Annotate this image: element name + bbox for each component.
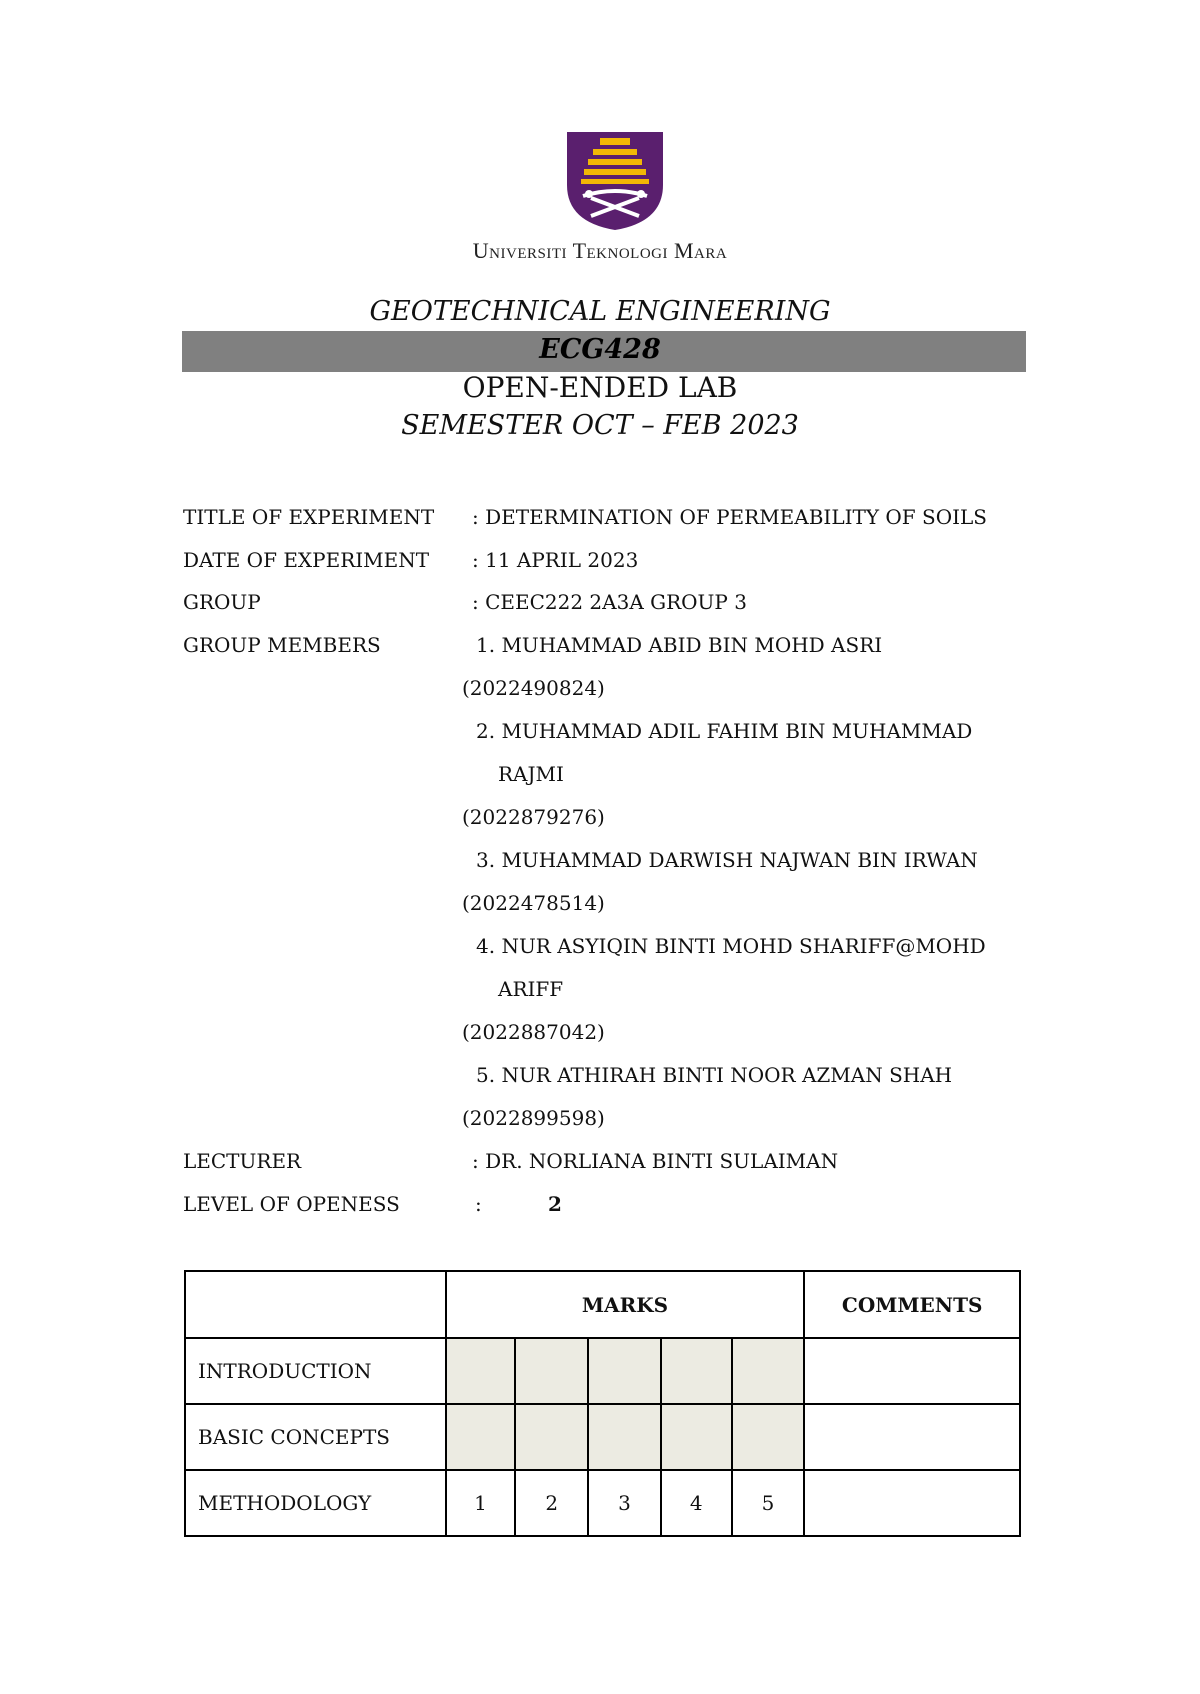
member-id: (2022887042) [462,1020,605,1044]
comment-cell [804,1338,1020,1404]
mark-cell: 1 [446,1470,516,1536]
marks-table [184,1270,1021,1537]
marks-header: MARKS [446,1271,805,1338]
mark-cell [588,1338,661,1404]
mark-cell [515,1338,588,1404]
course-code: ECG428 [539,334,661,365]
mark-cell [446,1338,516,1404]
mark-cell [515,1404,588,1470]
table-row [185,1470,1020,1536]
member-id: (2022899598) [462,1106,605,1130]
empty-header-cell [185,1271,446,1338]
row-label: METHODOLOGY [185,1470,446,1536]
table-row [185,1404,1020,1470]
member-name: 5. NUR ATHIRAH BINTI NOOR AZMAN SHAH [476,1063,953,1087]
date-label: DATE OF EXPERIMENT [183,548,430,572]
member-name: 2. MUHAMMAD ADIL FAHIM BIN MUHAMMAD [476,719,973,743]
title-value: : DETERMINATION OF PERMEABILITY OF SOILS [472,505,988,529]
date-value: : 11 APRIL 2023 [472,548,639,572]
mark-cell [661,1404,732,1470]
mark-cell [661,1338,732,1404]
member-id: (2022490824) [462,676,605,700]
member-id: (2022478514) [462,891,605,915]
comment-cell [804,1404,1020,1470]
university-name: Universiti Teknologi Mara [472,238,728,263]
mark-cell [732,1338,805,1404]
comments-header: COMMENTS [804,1271,1020,1338]
row-label: INTRODUCTION [185,1338,446,1404]
mark-cell: 3 [588,1470,661,1536]
mark-cell: 5 [732,1470,805,1536]
members-label: GROUP MEMBERS [183,633,381,657]
mark-cell: 4 [661,1470,732,1536]
mark-cell [732,1404,805,1470]
member-name: 4. NUR ASYIQIN BINTI MOHD SHARIFF@MOHD [476,934,986,958]
openness-value: 2 [548,1192,562,1216]
mark-cell: 2 [515,1470,588,1536]
openness-label: LEVEL OF OPENESS [183,1192,400,1216]
member-name: 1. MUHAMMAD ABID BIN MOHD ASRI [476,633,883,657]
comment-cell [804,1470,1020,1536]
title-label: TITLE OF EXPERIMENT [183,505,435,529]
lecturer-value: : DR. NORLIANA BINTI SULAIMAN [472,1149,839,1173]
openness-colon: : [475,1192,482,1216]
table-row [185,1338,1020,1404]
course-title: GEOTECHNICAL ENGINEERING [369,296,831,327]
group-label: GROUP [183,590,261,614]
lab-type: OPEN-ENDED LAB [462,371,738,404]
uitm-logo [565,130,665,232]
mark-cell [446,1404,516,1470]
member-id: (2022879276) [462,805,605,829]
table-header-row [185,1271,1020,1338]
member-name-cont: ARIFF [498,977,564,1001]
member-name: 3. MUHAMMAD DARWISH NAJWAN BIN IRWAN [476,848,978,872]
mark-cell [588,1404,661,1470]
lecturer-label: LECTURER [183,1149,302,1173]
row-label: BASIC CONCEPTS [185,1404,446,1470]
member-name-cont: RAJMI [498,762,564,786]
semester: SEMESTER OCT – FEB 2023 [401,410,799,441]
group-value: : CEEC222 2A3A GROUP 3 [472,590,747,614]
